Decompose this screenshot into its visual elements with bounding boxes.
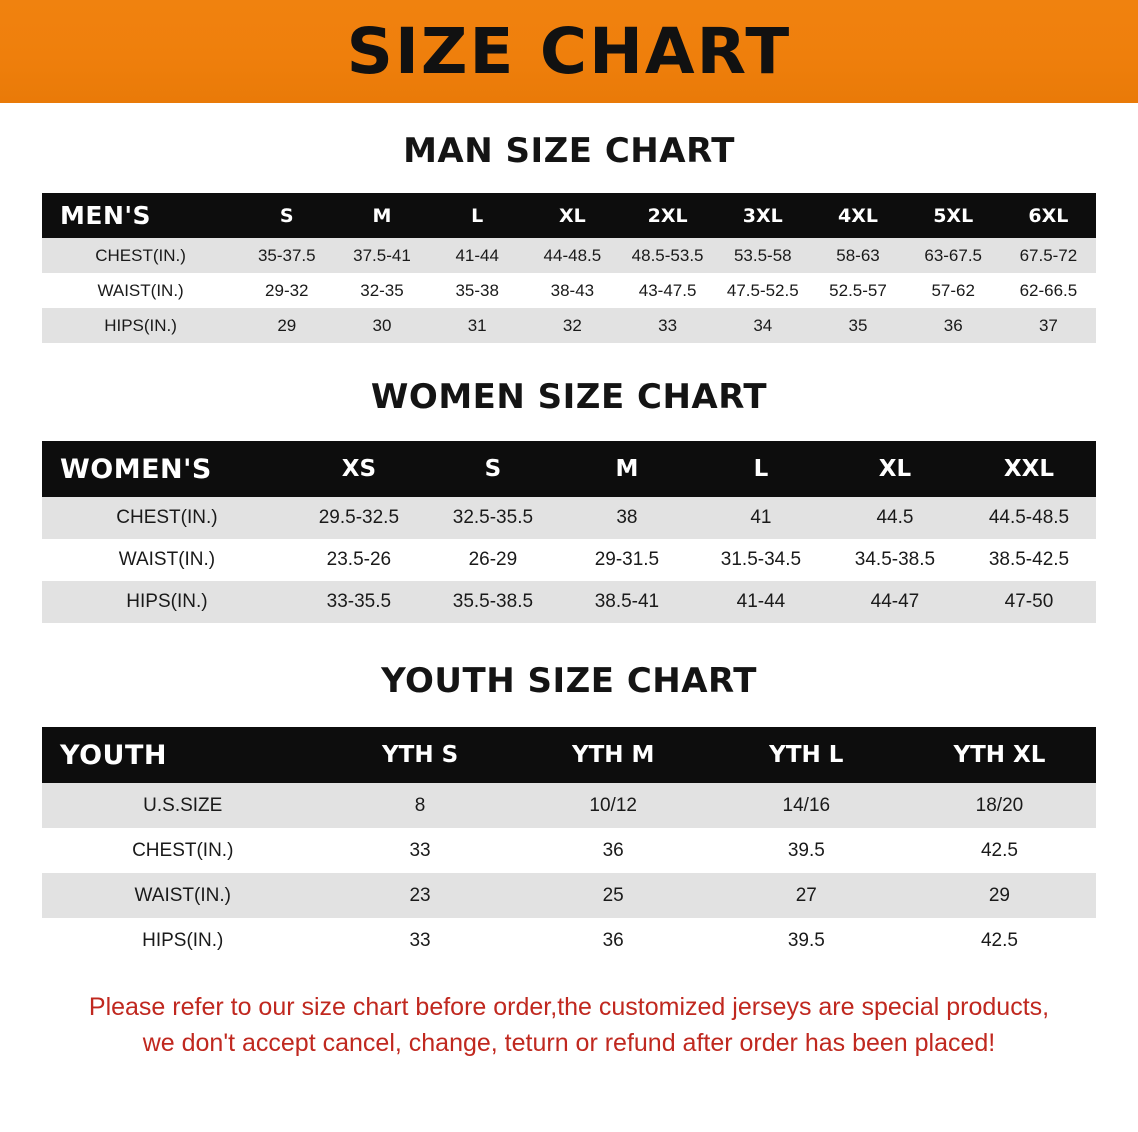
table-cell: 35-37.5: [239, 238, 334, 273]
table-cell: 41: [694, 497, 828, 539]
policy-note-line-2: we don't accept cancel, change, teturn or refund after order has been placed!: [142, 1029, 996, 1058]
table-cell: 53.5-58: [715, 238, 810, 273]
man-header-label: MEN'S: [42, 193, 239, 238]
table-cell: 43-47.5: [620, 273, 715, 308]
table-cell: 35.5-38.5: [426, 581, 560, 623]
women-section-title: WOMEN SIZE CHART: [370, 377, 768, 417]
youth-row-label-waist: WAIST(IN.): [42, 873, 324, 918]
table-cell: 57-62: [906, 273, 1001, 308]
table-cell: 36: [517, 918, 710, 963]
youth-row-label-ussize: U.S.SIZE: [42, 783, 324, 828]
table-cell: 42.5: [903, 918, 1096, 963]
table-cell: 29: [903, 873, 1096, 918]
man-table-body: [42, 238, 1096, 343]
table-cell: 23: [324, 873, 517, 918]
table-cell: 29-32: [239, 273, 334, 308]
man-header-2xl: 2XL: [620, 193, 715, 238]
table-cell: 36: [517, 828, 710, 873]
youth-table-wrapper: [42, 727, 1096, 963]
table-row: [42, 783, 1096, 828]
table-cell: 33-35.5: [292, 581, 426, 623]
women-header-xxl: XXL: [962, 441, 1096, 497]
youth-header-s: YTH S: [324, 727, 517, 783]
table-cell: 32-35: [334, 273, 429, 308]
table-row: [42, 308, 1096, 343]
women-header-xs: XS: [292, 441, 426, 497]
table-cell: 47-50: [962, 581, 1096, 623]
table-cell: 34.5-38.5: [828, 539, 962, 581]
table-cell: 39.5: [710, 828, 903, 873]
table-cell: 44-48.5: [525, 238, 620, 273]
table-row: [42, 238, 1096, 273]
youth-section-title: YOUTH SIZE CHART: [381, 661, 757, 701]
table-row: [42, 497, 1096, 539]
table-cell: 41-44: [430, 238, 525, 273]
table-cell: 31: [430, 308, 525, 343]
man-section-title: MAN SIZE CHART: [403, 131, 735, 171]
table-row: [42, 918, 1096, 963]
table-cell: 29: [239, 308, 334, 343]
banner: [0, 0, 1138, 103]
page-title: SIZE CHART: [346, 15, 792, 88]
table-cell: 18/20: [903, 783, 1096, 828]
women-row-label-hips: HIPS(IN.): [42, 581, 292, 623]
table-cell: 29.5-32.5: [292, 497, 426, 539]
youth-table-body: [42, 783, 1096, 963]
table-header-row: [42, 441, 1096, 497]
table-cell: 38: [560, 497, 694, 539]
table-cell: 41-44: [694, 581, 828, 623]
table-cell: 63-67.5: [906, 238, 1001, 273]
man-header-6xl: 6XL: [1001, 193, 1096, 238]
man-row-label-chest: CHEST(IN.): [42, 238, 239, 273]
youth-header-label: YOUTH: [42, 727, 324, 783]
table-cell: 62-66.5: [1001, 273, 1096, 308]
table-cell: 58-63: [810, 238, 905, 273]
man-header-4xl: 4XL: [810, 193, 905, 238]
youth-size-table: [42, 727, 1096, 963]
women-header-xl: XL: [828, 441, 962, 497]
women-row-label-waist: WAIST(IN.): [42, 539, 292, 581]
table-header-row: [42, 193, 1096, 238]
man-size-table: [42, 193, 1096, 343]
women-size-table: [42, 441, 1096, 623]
table-cell: 26-29: [426, 539, 560, 581]
women-header-l: L: [694, 441, 828, 497]
table-cell: 33: [324, 918, 517, 963]
table-cell: 35: [810, 308, 905, 343]
man-header-5xl: 5XL: [906, 193, 1001, 238]
man-row-label-waist: WAIST(IN.): [42, 273, 239, 308]
table-cell: 30: [334, 308, 429, 343]
youth-header-xl: YTH XL: [903, 727, 1096, 783]
table-cell: 34: [715, 308, 810, 343]
man-header-l: L: [430, 193, 525, 238]
table-cell: 23.5-26: [292, 539, 426, 581]
table-cell: 33: [324, 828, 517, 873]
women-table-head: [42, 441, 1096, 497]
man-header-xl: XL: [525, 193, 620, 238]
table-cell: 36: [906, 308, 1001, 343]
table-cell: 44.5-48.5: [962, 497, 1096, 539]
policy-note: [39, 989, 1099, 1062]
table-row: [42, 539, 1096, 581]
table-row: [42, 581, 1096, 623]
table-cell: 39.5: [710, 918, 903, 963]
table-cell: 35-38: [430, 273, 525, 308]
table-cell: 67.5-72: [1001, 238, 1096, 273]
table-cell: 27: [710, 873, 903, 918]
table-cell: 48.5-53.5: [620, 238, 715, 273]
table-cell: 38.5-42.5: [962, 539, 1096, 581]
table-row: [42, 828, 1096, 873]
table-cell: 52.5-57: [810, 273, 905, 308]
youth-row-label-hips: HIPS(IN.): [42, 918, 324, 963]
table-row: [42, 873, 1096, 918]
man-header-3xl: 3XL: [715, 193, 810, 238]
table-header-row: [42, 727, 1096, 783]
table-row: [42, 273, 1096, 308]
policy-note-line-1: Please refer to our size chart before order,the customized jerseys are special products,: [88, 993, 1050, 1021]
table-cell: 32: [525, 308, 620, 343]
table-cell: 38.5-41: [560, 581, 694, 623]
youth-header-l: YTH L: [710, 727, 903, 783]
table-cell: 33: [620, 308, 715, 343]
man-table-wrapper: [42, 193, 1096, 343]
women-header-m: M: [560, 441, 694, 497]
table-cell: 44.5: [828, 497, 962, 539]
table-cell: 42.5: [903, 828, 1096, 873]
women-table-body: [42, 497, 1096, 623]
man-row-label-hips: HIPS(IN.): [42, 308, 239, 343]
man-table-head: [42, 193, 1096, 238]
table-cell: 31.5-34.5: [694, 539, 828, 581]
table-cell: 37: [1001, 308, 1096, 343]
youth-table-head: [42, 727, 1096, 783]
table-cell: 38-43: [525, 273, 620, 308]
women-row-label-chest: CHEST(IN.): [42, 497, 292, 539]
women-table-wrapper: [42, 441, 1096, 623]
women-header-s: S: [426, 441, 560, 497]
table-cell: 32.5-35.5: [426, 497, 560, 539]
women-header-label: WOMEN'S: [42, 441, 292, 497]
table-cell: 47.5-52.5: [715, 273, 810, 308]
table-cell: 8: [324, 783, 517, 828]
man-header-m: M: [334, 193, 429, 238]
man-header-s: S: [239, 193, 334, 238]
youth-header-m: YTH M: [517, 727, 710, 783]
youth-row-label-chest: CHEST(IN.): [42, 828, 324, 873]
table-cell: 29-31.5: [560, 539, 694, 581]
table-cell: 10/12: [517, 783, 710, 828]
table-cell: 25: [517, 873, 710, 918]
table-cell: 44-47: [828, 581, 962, 623]
table-cell: 37.5-41: [334, 238, 429, 273]
table-cell: 14/16: [710, 783, 903, 828]
